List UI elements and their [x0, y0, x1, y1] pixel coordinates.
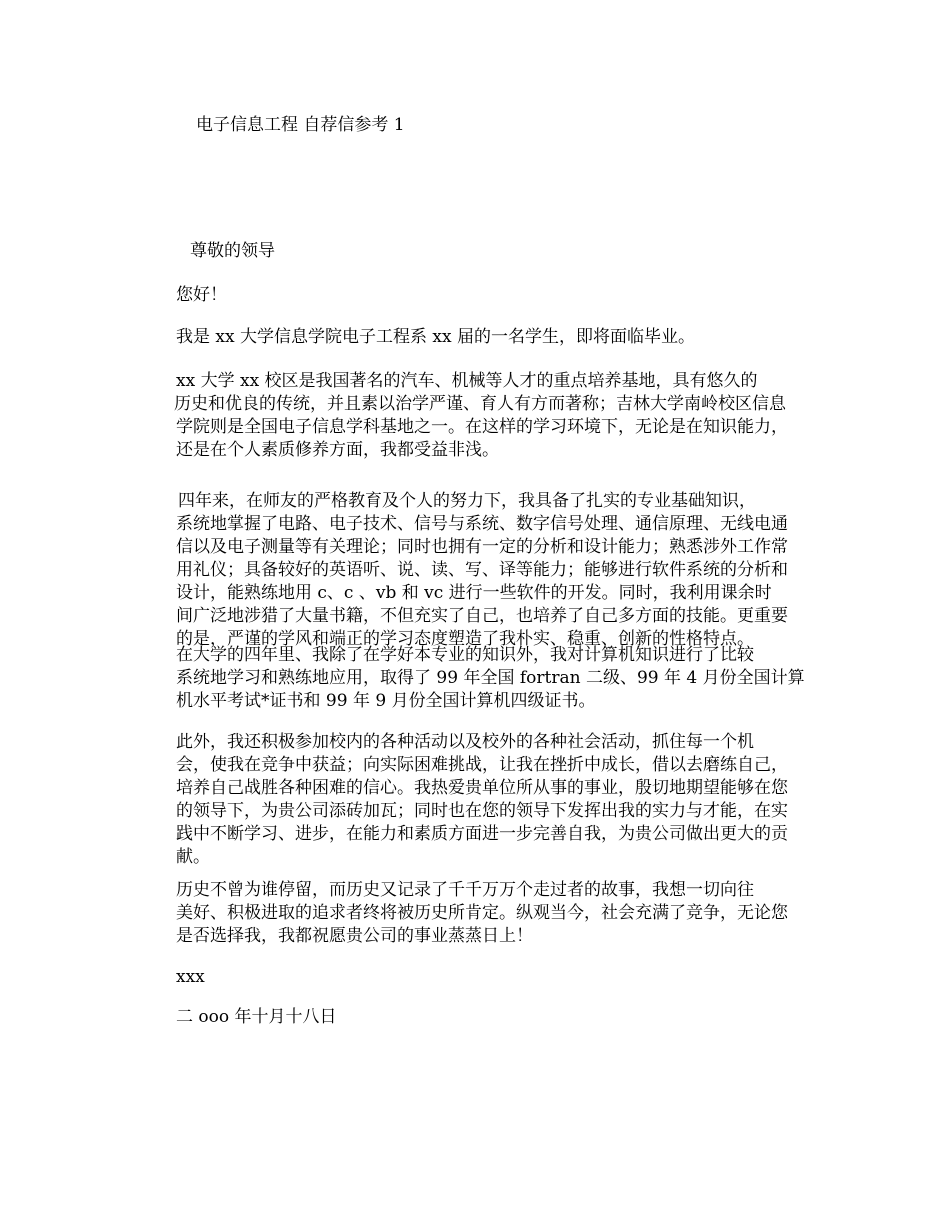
signer-name: xxx: [176, 967, 205, 987]
salutation: 尊敬的领导: [190, 241, 275, 261]
text-line: 还是在个人素质修养方面，我都受益非浅。: [176, 440, 499, 460]
intro-paragraph: [176, 326, 816, 349]
text-line: xx 大学 xx 校区是我国著名的汽车、机械等人才的重点培养基地，具有悠久的: [176, 371, 758, 391]
text-line: 的是，严谨的学风和端正的学习态度塑造了我朴实、稳重、创新的性格特点。: [176, 629, 754, 649]
text-line: 培养自己战胜各种困难的信心。我热爱贵单位所从事的事业，殷切地期望能够在您: [176, 778, 788, 798]
text-line: 此外，我还积极参加校内的各种活动以及校外的各种社会活动，抓住每一个机: [176, 732, 754, 752]
text-line: 设计，能熟练地用 c、c 、vb 和 vc 进行一些软件的开发。同时，我利用课余时: [176, 583, 772, 603]
letter-date: 二 ooo 年十月十八日: [176, 1007, 337, 1027]
text-line: 的领导下，为贵公司添砖加瓦；同时也在您的领导下发挥出我的实力与才能，在实: [176, 801, 788, 821]
text-line: 信以及电子测量等有关理论；同时也拥有一定的分析和设计能力；熟悉涉外工作常: [176, 537, 788, 557]
document-title: 电子信息工程 自荐信参考 1: [196, 115, 405, 135]
greeting: 您好！: [176, 285, 227, 305]
closing-paragraph: [176, 879, 816, 948]
text-line: 机水平考试*证书和 99 年 9 月份全国计算机四级证书。: [176, 691, 596, 711]
text-line: 用礼仪；具备较好的英语听、说、读、写、译等能力；能够进行软件系统的分析和: [176, 560, 788, 580]
text-line: 献。: [176, 847, 210, 867]
text-line: 我是 xx 大学信息学院电子工程系 xx 届的一名学生，即将面临毕业。: [176, 327, 695, 347]
text-line: 间广泛地涉猎了大量书籍，不但充实了自己，也培养了自己多方面的技能。更重要: [176, 606, 788, 626]
text-line: 学院则是全国电子信息学科基地之一。在这样的学习环境下，无论是在知识能力，: [176, 417, 788, 437]
school-paragraph: [176, 370, 816, 462]
activities-paragraph: [176, 731, 816, 869]
text-line: 践中不断学习、进步，在能力和素质方面进一步完善自我，为贵公司做出更大的贡: [176, 824, 788, 844]
text-line: 四年来，在师友的严格教育及个人的努力下，我具备了扎实的专业基础知识，: [178, 491, 756, 511]
text-line: 在大学的四年里、我除了在学好本专业的知识外，我对计算机知识进行了比较: [176, 645, 754, 665]
text-line: 系统地掌握了电路、电子技术、信号与系统、数字信号处理、通信原理、无线电通: [176, 514, 788, 534]
text-line: 历史和优良的传统，并且素以治学严谨、育人有方而著称；吉林大学南岭校区信息: [174, 394, 786, 414]
computer-paragraph: [176, 644, 816, 713]
text-line: 系统地学习和熟练地应用，取得了 99 年全国 fortran 二级、99 年 4 月份全国计算: [176, 668, 805, 688]
study-paragraph: [176, 490, 816, 651]
text-line: 美好、积极进取的追求者终将被历史所肯定。纵观当今，社会充满了竞争，无论您: [176, 903, 788, 923]
text-line: 会，使我在竞争中获益；向实际困难挑战，让我在挫折中成长，借以去磨练自己，: [176, 755, 788, 775]
text-line: 历史不曾为谁停留，而历史又记录了千千万万个走过者的故事，我想一切向往: [176, 880, 754, 900]
text-line: 是否选择我，我都祝愿贵公司的事业蒸蒸日上！: [176, 926, 533, 946]
